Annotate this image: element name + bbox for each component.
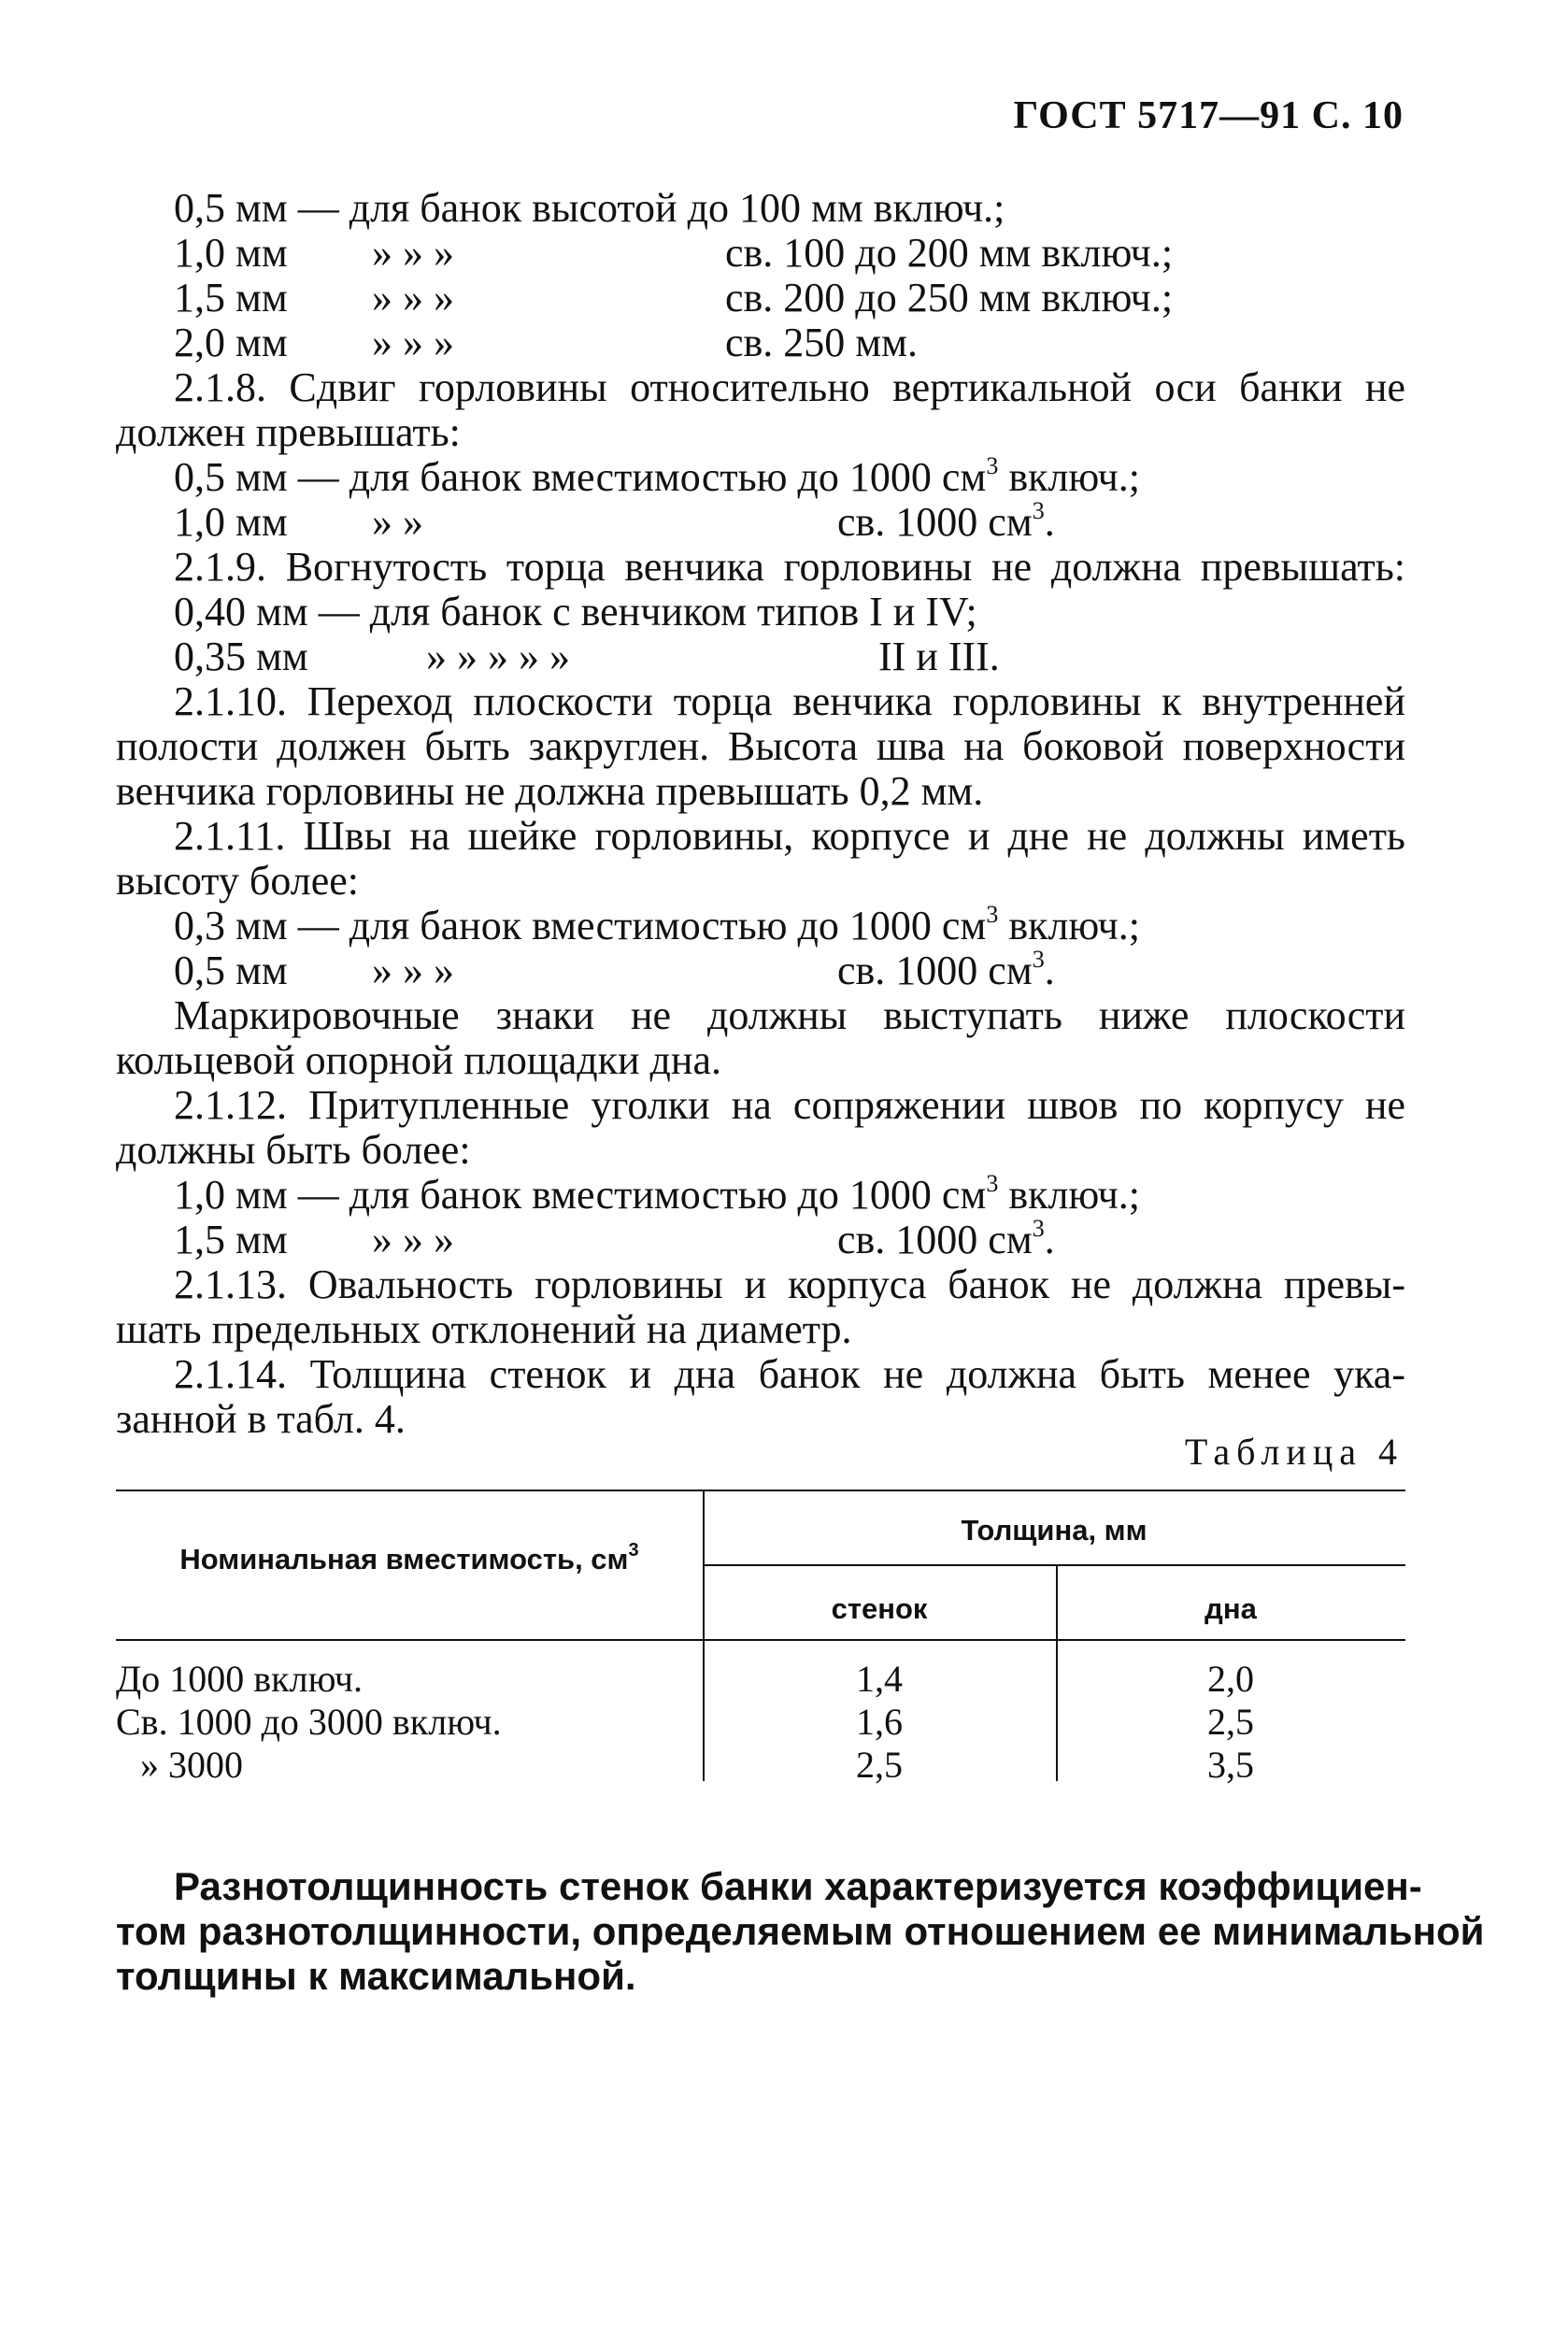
text-fragment: 1,5 мм	[174, 275, 288, 321]
ditto-marks: » » »	[372, 275, 454, 321]
column-group-header-thickness: Толщина, мм	[961, 1514, 1147, 1547]
text-line	[0, 497, 1568, 545]
text-fragment: II и III.	[878, 634, 1000, 679]
cell-bottom: 2,0	[1207, 1658, 1254, 1700]
text-line	[0, 725, 1568, 768]
text-fragment	[837, 497, 1055, 545]
superscript: 3	[628, 1540, 639, 1561]
cell-bottom: 3,5	[1207, 1744, 1254, 1786]
text-line	[0, 680, 1568, 723]
column-header-bottom: дна	[1205, 1592, 1257, 1625]
ditto-marks: » » »	[372, 320, 454, 365]
paragraph-text: занной в табл. 4.	[116, 1396, 406, 1442]
text-fragment	[837, 1215, 1055, 1262]
text-fragment: 0,35 мм	[174, 634, 308, 679]
ditto-marks: » » »	[372, 230, 454, 276]
text-part: св. 1000 см	[837, 499, 1033, 545]
superscript: 3	[986, 452, 999, 479]
text-fragment: 0,40 мм — для банок с венчиком типов I и IV;	[174, 589, 977, 634]
text-part: включ.;	[998, 454, 1140, 500]
text-part: включ.;	[998, 1172, 1140, 1218]
paragraph-text: 2.1.12. Притупленные уголки на сопряжении швов по корпусу не	[174, 1082, 1405, 1128]
ditto-marks: » » »	[372, 948, 454, 993]
superscript: 3	[1032, 946, 1045, 973]
page-header: ГОСТ 5717—91 С. 10	[1013, 94, 1404, 137]
text-line	[0, 366, 1568, 409]
paragraph-text: 2.1.8. Сдвиг горловины относительно вертикальной оси банки не	[174, 364, 1405, 410]
text-line	[0, 815, 1568, 858]
column-header-walls: стенок	[831, 1592, 928, 1625]
text-part: 0,5 мм — для банок вместимостью до 1000 см	[174, 454, 987, 500]
cell-walls: 1,6	[856, 1701, 903, 1743]
text-part: 1,0 мм — для банок вместимостью до 1000 см	[174, 1172, 987, 1218]
text-line	[0, 1215, 1568, 1262]
cell-walls: 1,4	[856, 1658, 903, 1700]
text-fragment: св. 100 до 200 мм включ.;	[725, 230, 1174, 276]
paragraph-text: 2.1.11. Швы на шейке горловины, корпусе и дне не должны иметь	[174, 813, 1405, 859]
column-header-capacity	[116, 1540, 703, 1576]
paragraph-text: полости должен быть закруглен. Высота шва на боковой поверхности	[116, 723, 1405, 769]
cell-capacity: » 3000	[140, 1744, 243, 1786]
text-line	[0, 546, 1568, 589]
text-line	[0, 770, 1568, 813]
paragraph-text: том разнотолщинности, определяемым отношением ее минимальной	[116, 1909, 1485, 1953]
table-group-rule	[703, 1564, 1405, 1566]
superscript: 3	[986, 1170, 999, 1197]
paragraph-text: 2.1.10. Переход плоскости торца венчика горловины к внутренней	[174, 678, 1405, 724]
text-line	[0, 946, 1568, 993]
paragraph-text: кольцевой опорной площадки дна.	[116, 1037, 722, 1083]
paragraph-text: Разнотолщинность стенок банки характеризуется коэффициен-	[174, 1864, 1422, 1908]
paragraph-text: 2.1.13. Овальность горловины и корпуса банок не должна превы-	[174, 1262, 1405, 1307]
text-line	[0, 901, 1568, 948]
text-fragment	[174, 1170, 1140, 1218]
text-line	[0, 411, 1568, 454]
text-part: св. 1000 см	[837, 948, 1033, 993]
text-fragment: 0,5 мм	[174, 948, 288, 993]
text-fragment: 2,0 мм	[174, 320, 288, 365]
text-line	[0, 1170, 1568, 1218]
text-line	[0, 321, 1568, 364]
paragraph-text: толщины к максимальной.	[116, 1954, 636, 1998]
paragraph-text: Маркировочные знаки не должны выступать ниже плоскости	[174, 992, 1405, 1038]
text-fragment: 0,5 мм — для банок высотой до 100 мм включ.;	[174, 185, 1005, 231]
text-fragment	[174, 901, 1140, 948]
superscript: 3	[1032, 1215, 1045, 1242]
text-line	[0, 860, 1568, 903]
text-line	[0, 187, 1568, 230]
text-part: 0,3 мм — для банок вместимостью до 1000 см	[174, 903, 987, 948]
text-line	[0, 1084, 1568, 1127]
text-part: включ.;	[998, 903, 1140, 948]
text-fragment: 1,0 мм	[174, 230, 288, 276]
text-line	[0, 1039, 1568, 1082]
text-part: св. 1000 см	[837, 1217, 1033, 1262]
text-part: .	[1044, 499, 1055, 545]
ditto-marks: » » »	[372, 1217, 454, 1262]
text-fragment: св. 200 до 250 мм включ.;	[725, 275, 1174, 321]
text-line	[0, 1353, 1568, 1396]
paragraph-text: должны быть более:	[116, 1127, 471, 1173]
text-part: .	[1044, 948, 1055, 993]
text-fragment: 1,5 мм	[174, 1217, 288, 1262]
superscript: 3	[986, 901, 999, 928]
superscript: 3	[1032, 497, 1045, 524]
text-fragment	[837, 946, 1055, 993]
cell-capacity: Св. 1000 до 3000 включ.	[116, 1701, 502, 1743]
paragraph-text: 2.1.14. Толщина стенок и дна банок не должна быть менее ука-	[174, 1351, 1405, 1397]
text-line	[0, 591, 1568, 634]
text-line	[0, 232, 1568, 275]
text-line	[0, 1129, 1568, 1172]
cell-walls: 2,5	[856, 1744, 903, 1786]
ditto-marks: » »	[372, 499, 423, 545]
text-line	[0, 452, 1568, 500]
text-part: .	[1044, 1217, 1055, 1262]
text-fragment: 1,0 мм	[174, 499, 288, 545]
paragraph-text: должен превышать:	[116, 409, 461, 455]
text-fragment: св. 250 мм.	[725, 320, 918, 365]
paragraph-text: 2.1.9. Вогнутость торца венчика горловины не должна превышать:	[174, 544, 1405, 590]
text-line	[0, 994, 1568, 1037]
text-line	[0, 1263, 1568, 1306]
ditto-marks: » » » » »	[426, 634, 570, 679]
table-top-rule	[116, 1490, 1405, 1491]
text-fragment	[174, 452, 1140, 500]
paragraph-text: высоту более:	[116, 858, 359, 904]
cell-capacity: До 1000 включ.	[116, 1658, 363, 1700]
header-text: Номинальная вместимость, см	[179, 1543, 629, 1575]
text-line	[0, 277, 1568, 320]
text-line	[0, 635, 1568, 678]
text-line	[0, 1308, 1568, 1351]
paragraph-text: шать предельных отклонений на диаметр.	[116, 1306, 852, 1352]
cell-bottom: 2,5	[1207, 1701, 1254, 1743]
table-header-rule	[116, 1639, 1405, 1641]
table-caption: Таблица 4	[1184, 1431, 1404, 1473]
paragraph-text: венчика горловины не должна превышать 0,2 мм.	[116, 768, 984, 814]
